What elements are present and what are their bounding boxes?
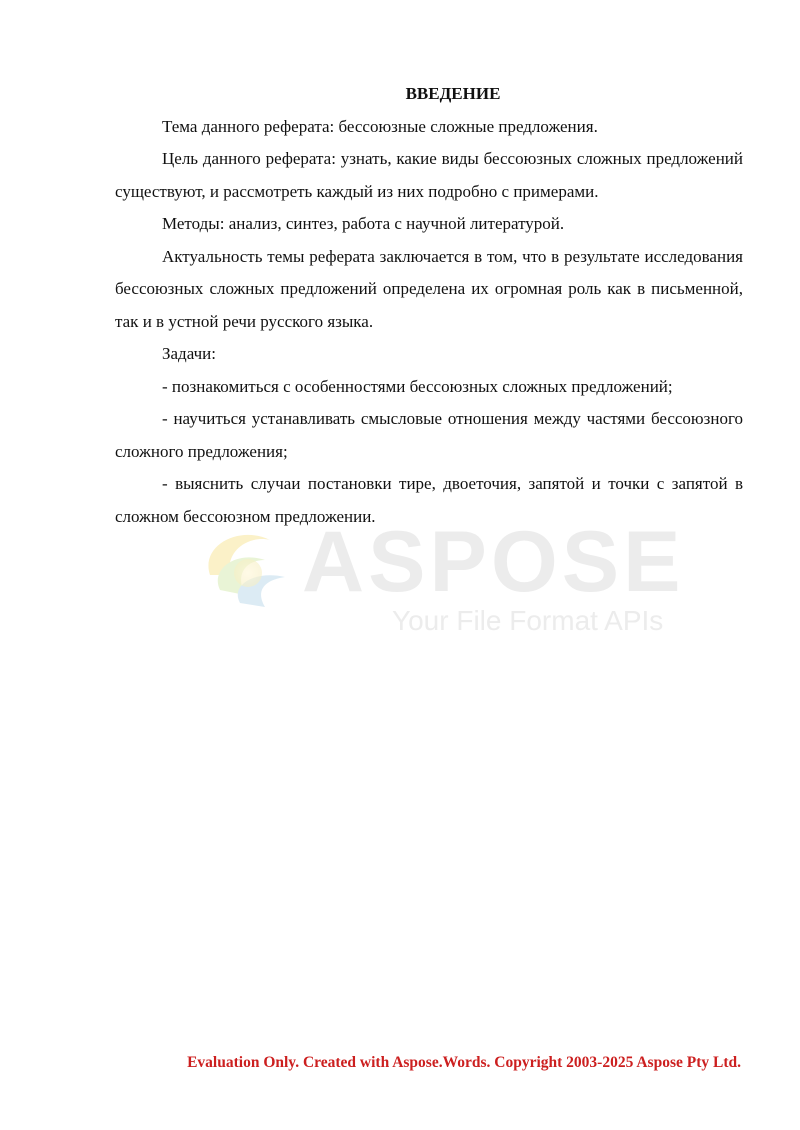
paragraph-tasks-label: Задачи:: [162, 344, 216, 363]
paragraph-topic: Тема данного реферата: бессоюзные сложные предложения.: [162, 116, 598, 136]
watermark-brand: ASPOSE: [302, 514, 685, 610]
aspose-watermark: [190, 515, 690, 645]
evaluation-footer: Evaluation Only. Created with Aspose.Words. Copyright 2003-2025 Aspose Pty Ltd.: [187, 1054, 741, 1071]
paragraph-relevance: Актуальность темы реферата заключается в том, что в результате исследования бессоюзных сложных предложений определена их огромная роль как в письменной, так и в устной речи русского языка.: [115, 246, 743, 331]
task-item-3: - выяснить случаи постановки тире, двоеточия, запятой и точки с запятой в сложном бессоюзном предложении.: [115, 474, 743, 526]
task-item-1: - познакомиться с особенностями бессоюзных сложных предложений;: [162, 376, 673, 396]
paragraph-methods: Методы: анализ, синтез, работа с научной литературой.: [162, 214, 565, 233]
watermark-tagline: Your File Format APIs: [392, 605, 664, 636]
document-heading: ВВЕДЕНИЕ: [405, 84, 501, 103]
paragraph-goal: Цель данного реферата: узнать, какие виды бессоюзных сложных предложений существуют, и рассмотреть каждый из них подробно с примерами.: [115, 149, 743, 201]
document-body: [115, 78, 743, 533]
task-item-2: - научиться устанавливать смысловые отношения между частями бессоюзного сложного предложения;: [115, 409, 743, 461]
